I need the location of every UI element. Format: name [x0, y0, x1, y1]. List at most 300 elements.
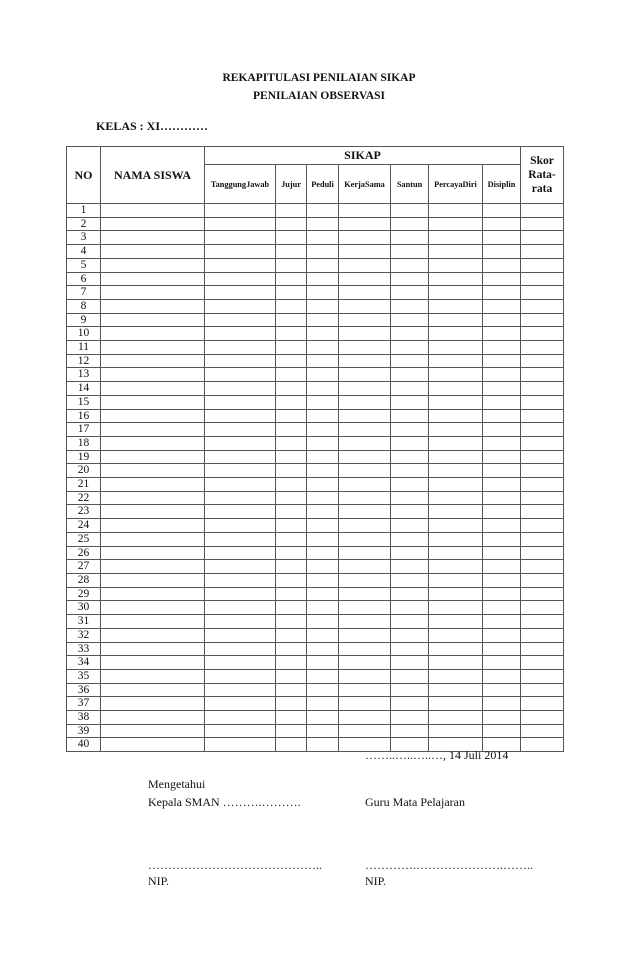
- skor-cell[interactable]: [521, 217, 564, 231]
- sikap-cell[interactable]: [483, 587, 521, 601]
- skor-cell[interactable]: [521, 204, 564, 218]
- sikap-cell[interactable]: [391, 327, 429, 341]
- sikap-cell[interactable]: [307, 711, 339, 725]
- sikap-cell[interactable]: [429, 409, 483, 423]
- sikap-cell[interactable]: [483, 656, 521, 670]
- sikap-cell[interactable]: [339, 711, 391, 725]
- sikap-cell[interactable]: [391, 546, 429, 560]
- sikap-cell[interactable]: [339, 204, 391, 218]
- sikap-cell[interactable]: [339, 327, 391, 341]
- sikap-cell[interactable]: [276, 628, 307, 642]
- sikap-cell[interactable]: [391, 628, 429, 642]
- nama-cell[interactable]: [101, 738, 205, 752]
- sikap-cell[interactable]: [205, 368, 276, 382]
- skor-cell[interactable]: [521, 560, 564, 574]
- sikap-cell[interactable]: [339, 505, 391, 519]
- sikap-cell[interactable]: [276, 341, 307, 355]
- nama-cell[interactable]: [101, 286, 205, 300]
- sikap-cell[interactable]: [429, 299, 483, 313]
- skor-cell[interactable]: [521, 532, 564, 546]
- sikap-cell[interactable]: [391, 505, 429, 519]
- sikap-cell[interactable]: [339, 615, 391, 629]
- nama-cell[interactable]: [101, 464, 205, 478]
- sikap-cell[interactable]: [429, 724, 483, 738]
- nama-cell[interactable]: [101, 368, 205, 382]
- sikap-cell[interactable]: [205, 450, 276, 464]
- sikap-cell[interactable]: [276, 615, 307, 629]
- sikap-cell[interactable]: [391, 532, 429, 546]
- sikap-cell[interactable]: [391, 464, 429, 478]
- sikap-cell[interactable]: [483, 272, 521, 286]
- sikap-cell[interactable]: [483, 245, 521, 259]
- sikap-cell[interactable]: [429, 286, 483, 300]
- sikap-cell[interactable]: [205, 628, 276, 642]
- sikap-cell[interactable]: [339, 724, 391, 738]
- sikap-cell[interactable]: [429, 573, 483, 587]
- skor-cell[interactable]: [521, 313, 564, 327]
- sikap-cell[interactable]: [429, 341, 483, 355]
- sikap-cell[interactable]: [429, 505, 483, 519]
- sikap-cell[interactable]: [307, 245, 339, 259]
- skor-cell[interactable]: [521, 628, 564, 642]
- sikap-cell[interactable]: [483, 258, 521, 272]
- skor-cell[interactable]: [521, 423, 564, 437]
- sikap-cell[interactable]: [391, 573, 429, 587]
- sikap-cell[interactable]: [391, 423, 429, 437]
- skor-cell[interactable]: [521, 683, 564, 697]
- sikap-cell[interactable]: [429, 368, 483, 382]
- sikap-cell[interactable]: [339, 669, 391, 683]
- sikap-cell[interactable]: [483, 601, 521, 615]
- skor-cell[interactable]: [521, 245, 564, 259]
- sikap-cell[interactable]: [307, 382, 339, 396]
- sikap-cell[interactable]: [483, 217, 521, 231]
- sikap-cell[interactable]: [276, 450, 307, 464]
- sikap-cell[interactable]: [339, 231, 391, 245]
- sikap-cell[interactable]: [429, 313, 483, 327]
- sikap-cell[interactable]: [391, 711, 429, 725]
- sikap-cell[interactable]: [307, 656, 339, 670]
- sikap-cell[interactable]: [307, 217, 339, 231]
- sikap-cell[interactable]: [205, 724, 276, 738]
- sikap-cell[interactable]: [429, 546, 483, 560]
- sikap-cell[interactable]: [276, 231, 307, 245]
- sikap-cell[interactable]: [391, 519, 429, 533]
- sikap-cell[interactable]: [307, 669, 339, 683]
- nama-cell[interactable]: [101, 341, 205, 355]
- nama-cell[interactable]: [101, 313, 205, 327]
- sikap-cell[interactable]: [429, 478, 483, 492]
- skor-cell[interactable]: [521, 724, 564, 738]
- sikap-cell[interactable]: [205, 204, 276, 218]
- sikap-cell[interactable]: [483, 683, 521, 697]
- sikap-cell[interactable]: [483, 341, 521, 355]
- skor-cell[interactable]: [521, 327, 564, 341]
- skor-cell[interactable]: [521, 299, 564, 313]
- nama-cell[interactable]: [101, 601, 205, 615]
- sikap-cell[interactable]: [276, 711, 307, 725]
- sikap-cell[interactable]: [307, 368, 339, 382]
- nama-cell[interactable]: [101, 697, 205, 711]
- sikap-cell[interactable]: [339, 697, 391, 711]
- sikap-cell[interactable]: [483, 478, 521, 492]
- nama-cell[interactable]: [101, 436, 205, 450]
- sikap-cell[interactable]: [391, 313, 429, 327]
- sikap-cell[interactable]: [307, 341, 339, 355]
- skor-cell[interactable]: [521, 436, 564, 450]
- sikap-cell[interactable]: [391, 382, 429, 396]
- sikap-cell[interactable]: [483, 505, 521, 519]
- sikap-cell[interactable]: [205, 436, 276, 450]
- sikap-cell[interactable]: [339, 313, 391, 327]
- sikap-cell[interactable]: [339, 560, 391, 574]
- sikap-cell[interactable]: [307, 738, 339, 752]
- nama-cell[interactable]: [101, 546, 205, 560]
- nama-cell[interactable]: [101, 642, 205, 656]
- sikap-cell[interactable]: [339, 683, 391, 697]
- nama-cell[interactable]: [101, 560, 205, 574]
- sikap-cell[interactable]: [339, 478, 391, 492]
- sikap-cell[interactable]: [339, 409, 391, 423]
- sikap-cell[interactable]: [429, 601, 483, 615]
- sikap-cell[interactable]: [276, 642, 307, 656]
- sikap-cell[interactable]: [205, 491, 276, 505]
- sikap-cell[interactable]: [339, 601, 391, 615]
- sikap-cell[interactable]: [391, 615, 429, 629]
- sikap-cell[interactable]: [205, 505, 276, 519]
- skor-cell[interactable]: [521, 656, 564, 670]
- sikap-cell[interactable]: [339, 519, 391, 533]
- sikap-cell[interactable]: [339, 286, 391, 300]
- sikap-cell[interactable]: [429, 423, 483, 437]
- nama-cell[interactable]: [101, 683, 205, 697]
- sikap-cell[interactable]: [307, 573, 339, 587]
- sikap-cell[interactable]: [205, 258, 276, 272]
- sikap-cell[interactable]: [339, 436, 391, 450]
- sikap-cell[interactable]: [205, 423, 276, 437]
- nama-cell[interactable]: [101, 615, 205, 629]
- sikap-cell[interactable]: [391, 669, 429, 683]
- sikap-cell[interactable]: [276, 464, 307, 478]
- sikap-cell[interactable]: [429, 615, 483, 629]
- sikap-cell[interactable]: [205, 683, 276, 697]
- nama-cell[interactable]: [101, 395, 205, 409]
- sikap-cell[interactable]: [307, 724, 339, 738]
- sikap-cell[interactable]: [391, 436, 429, 450]
- sikap-cell[interactable]: [391, 683, 429, 697]
- sikap-cell[interactable]: [429, 327, 483, 341]
- nama-cell[interactable]: [101, 519, 205, 533]
- sikap-cell[interactable]: [391, 231, 429, 245]
- sikap-cell[interactable]: [205, 587, 276, 601]
- sikap-cell[interactable]: [307, 313, 339, 327]
- sikap-cell[interactable]: [429, 587, 483, 601]
- nama-cell[interactable]: [101, 587, 205, 601]
- sikap-cell[interactable]: [391, 258, 429, 272]
- sikap-cell[interactable]: [276, 313, 307, 327]
- sikap-cell[interactable]: [276, 656, 307, 670]
- nama-cell[interactable]: [101, 656, 205, 670]
- sikap-cell[interactable]: [483, 519, 521, 533]
- sikap-cell[interactable]: [276, 423, 307, 437]
- nama-cell[interactable]: [101, 628, 205, 642]
- nama-cell[interactable]: [101, 245, 205, 259]
- nama-cell[interactable]: [101, 423, 205, 437]
- sikap-cell[interactable]: [391, 341, 429, 355]
- sikap-cell[interactable]: [205, 478, 276, 492]
- nama-cell[interactable]: [101, 204, 205, 218]
- sikap-cell[interactable]: [276, 217, 307, 231]
- sikap-cell[interactable]: [276, 491, 307, 505]
- sikap-cell[interactable]: [483, 299, 521, 313]
- sikap-cell[interactable]: [205, 354, 276, 368]
- sikap-cell[interactable]: [391, 217, 429, 231]
- sikap-cell[interactable]: [391, 299, 429, 313]
- sikap-cell[interactable]: [483, 450, 521, 464]
- sikap-cell[interactable]: [339, 532, 391, 546]
- sikap-cell[interactable]: [205, 738, 276, 752]
- sikap-cell[interactable]: [276, 669, 307, 683]
- sikap-cell[interactable]: [276, 299, 307, 313]
- sikap-cell[interactable]: [429, 464, 483, 478]
- sikap-cell[interactable]: [429, 245, 483, 259]
- sikap-cell[interactable]: [205, 382, 276, 396]
- sikap-cell[interactable]: [307, 464, 339, 478]
- sikap-cell[interactable]: [339, 587, 391, 601]
- sikap-cell[interactable]: [276, 738, 307, 752]
- sikap-cell[interactable]: [276, 204, 307, 218]
- sikap-cell[interactable]: [391, 601, 429, 615]
- sikap-cell[interactable]: [391, 204, 429, 218]
- sikap-cell[interactable]: [391, 286, 429, 300]
- sikap-cell[interactable]: [429, 258, 483, 272]
- sikap-cell[interactable]: [391, 642, 429, 656]
- sikap-cell[interactable]: [205, 464, 276, 478]
- sikap-cell[interactable]: [205, 313, 276, 327]
- sikap-cell[interactable]: [276, 601, 307, 615]
- sikap-cell[interactable]: [429, 669, 483, 683]
- sikap-cell[interactable]: [307, 436, 339, 450]
- sikap-cell[interactable]: [307, 560, 339, 574]
- skor-cell[interactable]: [521, 354, 564, 368]
- sikap-cell[interactable]: [339, 382, 391, 396]
- skor-cell[interactable]: [521, 697, 564, 711]
- sikap-cell[interactable]: [429, 560, 483, 574]
- sikap-cell[interactable]: [429, 382, 483, 396]
- sikap-cell[interactable]: [339, 245, 391, 259]
- sikap-cell[interactable]: [483, 286, 521, 300]
- nama-cell[interactable]: [101, 272, 205, 286]
- sikap-cell[interactable]: [483, 697, 521, 711]
- skor-cell[interactable]: [521, 286, 564, 300]
- sikap-cell[interactable]: [483, 491, 521, 505]
- sikap-cell[interactable]: [339, 299, 391, 313]
- sikap-cell[interactable]: [276, 532, 307, 546]
- sikap-cell[interactable]: [276, 505, 307, 519]
- sikap-cell[interactable]: [307, 587, 339, 601]
- sikap-cell[interactable]: [429, 519, 483, 533]
- sikap-cell[interactable]: [205, 299, 276, 313]
- sikap-cell[interactable]: [307, 258, 339, 272]
- skor-cell[interactable]: [521, 382, 564, 396]
- skor-cell[interactable]: [521, 505, 564, 519]
- sikap-cell[interactable]: [339, 573, 391, 587]
- sikap-cell[interactable]: [339, 341, 391, 355]
- sikap-cell[interactable]: [429, 272, 483, 286]
- skor-cell[interactable]: [521, 491, 564, 505]
- sikap-cell[interactable]: [276, 327, 307, 341]
- sikap-cell[interactable]: [307, 395, 339, 409]
- sikap-cell[interactable]: [429, 354, 483, 368]
- sikap-cell[interactable]: [276, 478, 307, 492]
- skor-cell[interactable]: [521, 368, 564, 382]
- sikap-cell[interactable]: [339, 272, 391, 286]
- skor-cell[interactable]: [521, 615, 564, 629]
- sikap-cell[interactable]: [391, 587, 429, 601]
- skor-cell[interactable]: [521, 395, 564, 409]
- sikap-cell[interactable]: [483, 464, 521, 478]
- sikap-cell[interactable]: [205, 532, 276, 546]
- sikap-cell[interactable]: [429, 436, 483, 450]
- sikap-cell[interactable]: [429, 532, 483, 546]
- sikap-cell[interactable]: [307, 409, 339, 423]
- sikap-cell[interactable]: [307, 327, 339, 341]
- sikap-cell[interactable]: [391, 368, 429, 382]
- sikap-cell[interactable]: [307, 354, 339, 368]
- sikap-cell[interactable]: [307, 491, 339, 505]
- sikap-cell[interactable]: [391, 354, 429, 368]
- sikap-cell[interactable]: [276, 560, 307, 574]
- nama-cell[interactable]: [101, 491, 205, 505]
- sikap-cell[interactable]: [205, 669, 276, 683]
- nama-cell[interactable]: [101, 354, 205, 368]
- sikap-cell[interactable]: [307, 478, 339, 492]
- sikap-cell[interactable]: [276, 272, 307, 286]
- sikap-cell[interactable]: [205, 272, 276, 286]
- nama-cell[interactable]: [101, 711, 205, 725]
- sikap-cell[interactable]: [307, 519, 339, 533]
- sikap-cell[interactable]: [429, 491, 483, 505]
- skor-cell[interactable]: [521, 341, 564, 355]
- sikap-cell[interactable]: [483, 642, 521, 656]
- sikap-cell[interactable]: [483, 724, 521, 738]
- sikap-cell[interactable]: [276, 395, 307, 409]
- sikap-cell[interactable]: [429, 395, 483, 409]
- sikap-cell[interactable]: [483, 409, 521, 423]
- skor-cell[interactable]: [521, 546, 564, 560]
- sikap-cell[interactable]: [483, 628, 521, 642]
- sikap-cell[interactable]: [483, 546, 521, 560]
- sikap-cell[interactable]: [307, 642, 339, 656]
- sikap-cell[interactable]: [205, 231, 276, 245]
- sikap-cell[interactable]: [483, 669, 521, 683]
- skor-cell[interactable]: [521, 464, 564, 478]
- sikap-cell[interactable]: [205, 409, 276, 423]
- sikap-cell[interactable]: [276, 354, 307, 368]
- sikap-cell[interactable]: [276, 436, 307, 450]
- sikap-cell[interactable]: [391, 409, 429, 423]
- sikap-cell[interactable]: [205, 573, 276, 587]
- nama-cell[interactable]: [101, 505, 205, 519]
- sikap-cell[interactable]: [307, 697, 339, 711]
- sikap-cell[interactable]: [483, 313, 521, 327]
- sikap-cell[interactable]: [339, 217, 391, 231]
- skor-cell[interactable]: [521, 738, 564, 752]
- sikap-cell[interactable]: [483, 560, 521, 574]
- sikap-cell[interactable]: [339, 491, 391, 505]
- sikap-cell[interactable]: [339, 450, 391, 464]
- sikap-cell[interactable]: [276, 286, 307, 300]
- sikap-cell[interactable]: [205, 341, 276, 355]
- sikap-cell[interactable]: [307, 532, 339, 546]
- nama-cell[interactable]: [101, 409, 205, 423]
- sikap-cell[interactable]: [429, 217, 483, 231]
- sikap-cell[interactable]: [307, 683, 339, 697]
- sikap-cell[interactable]: [483, 368, 521, 382]
- skor-cell[interactable]: [521, 272, 564, 286]
- sikap-cell[interactable]: [339, 628, 391, 642]
- sikap-cell[interactable]: [339, 423, 391, 437]
- sikap-cell[interactable]: [429, 450, 483, 464]
- sikap-cell[interactable]: [205, 711, 276, 725]
- skor-cell[interactable]: [521, 231, 564, 245]
- sikap-cell[interactable]: [205, 697, 276, 711]
- sikap-cell[interactable]: [483, 354, 521, 368]
- sikap-cell[interactable]: [429, 231, 483, 245]
- sikap-cell[interactable]: [339, 656, 391, 670]
- sikap-cell[interactable]: [429, 656, 483, 670]
- sikap-cell[interactable]: [307, 505, 339, 519]
- sikap-cell[interactable]: [307, 601, 339, 615]
- skor-cell[interactable]: [521, 587, 564, 601]
- sikap-cell[interactable]: [483, 532, 521, 546]
- sikap-cell[interactable]: [205, 327, 276, 341]
- sikap-cell[interactable]: [391, 560, 429, 574]
- sikap-cell[interactable]: [205, 615, 276, 629]
- sikap-cell[interactable]: [307, 628, 339, 642]
- sikap-cell[interactable]: [205, 519, 276, 533]
- sikap-cell[interactable]: [276, 519, 307, 533]
- skor-cell[interactable]: [521, 669, 564, 683]
- skor-cell[interactable]: [521, 601, 564, 615]
- sikap-cell[interactable]: [307, 615, 339, 629]
- sikap-cell[interactable]: [205, 601, 276, 615]
- sikap-cell[interactable]: [391, 697, 429, 711]
- sikap-cell[interactable]: [307, 204, 339, 218]
- sikap-cell[interactable]: [205, 560, 276, 574]
- nama-cell[interactable]: [101, 382, 205, 396]
- sikap-cell[interactable]: [483, 573, 521, 587]
- nama-cell[interactable]: [101, 327, 205, 341]
- nama-cell[interactable]: [101, 724, 205, 738]
- sikap-cell[interactable]: [307, 231, 339, 245]
- sikap-cell[interactable]: [339, 395, 391, 409]
- sikap-cell[interactable]: [307, 299, 339, 313]
- sikap-cell[interactable]: [391, 245, 429, 259]
- nama-cell[interactable]: [101, 478, 205, 492]
- sikap-cell[interactable]: [483, 231, 521, 245]
- sikap-cell[interactable]: [339, 642, 391, 656]
- skor-cell[interactable]: [521, 409, 564, 423]
- sikap-cell[interactable]: [483, 204, 521, 218]
- sikap-cell[interactable]: [276, 368, 307, 382]
- nama-cell[interactable]: [101, 299, 205, 313]
- sikap-cell[interactable]: [205, 642, 276, 656]
- sikap-cell[interactable]: [391, 491, 429, 505]
- skor-cell[interactable]: [521, 573, 564, 587]
- sikap-cell[interactable]: [205, 245, 276, 259]
- nama-cell[interactable]: [101, 669, 205, 683]
